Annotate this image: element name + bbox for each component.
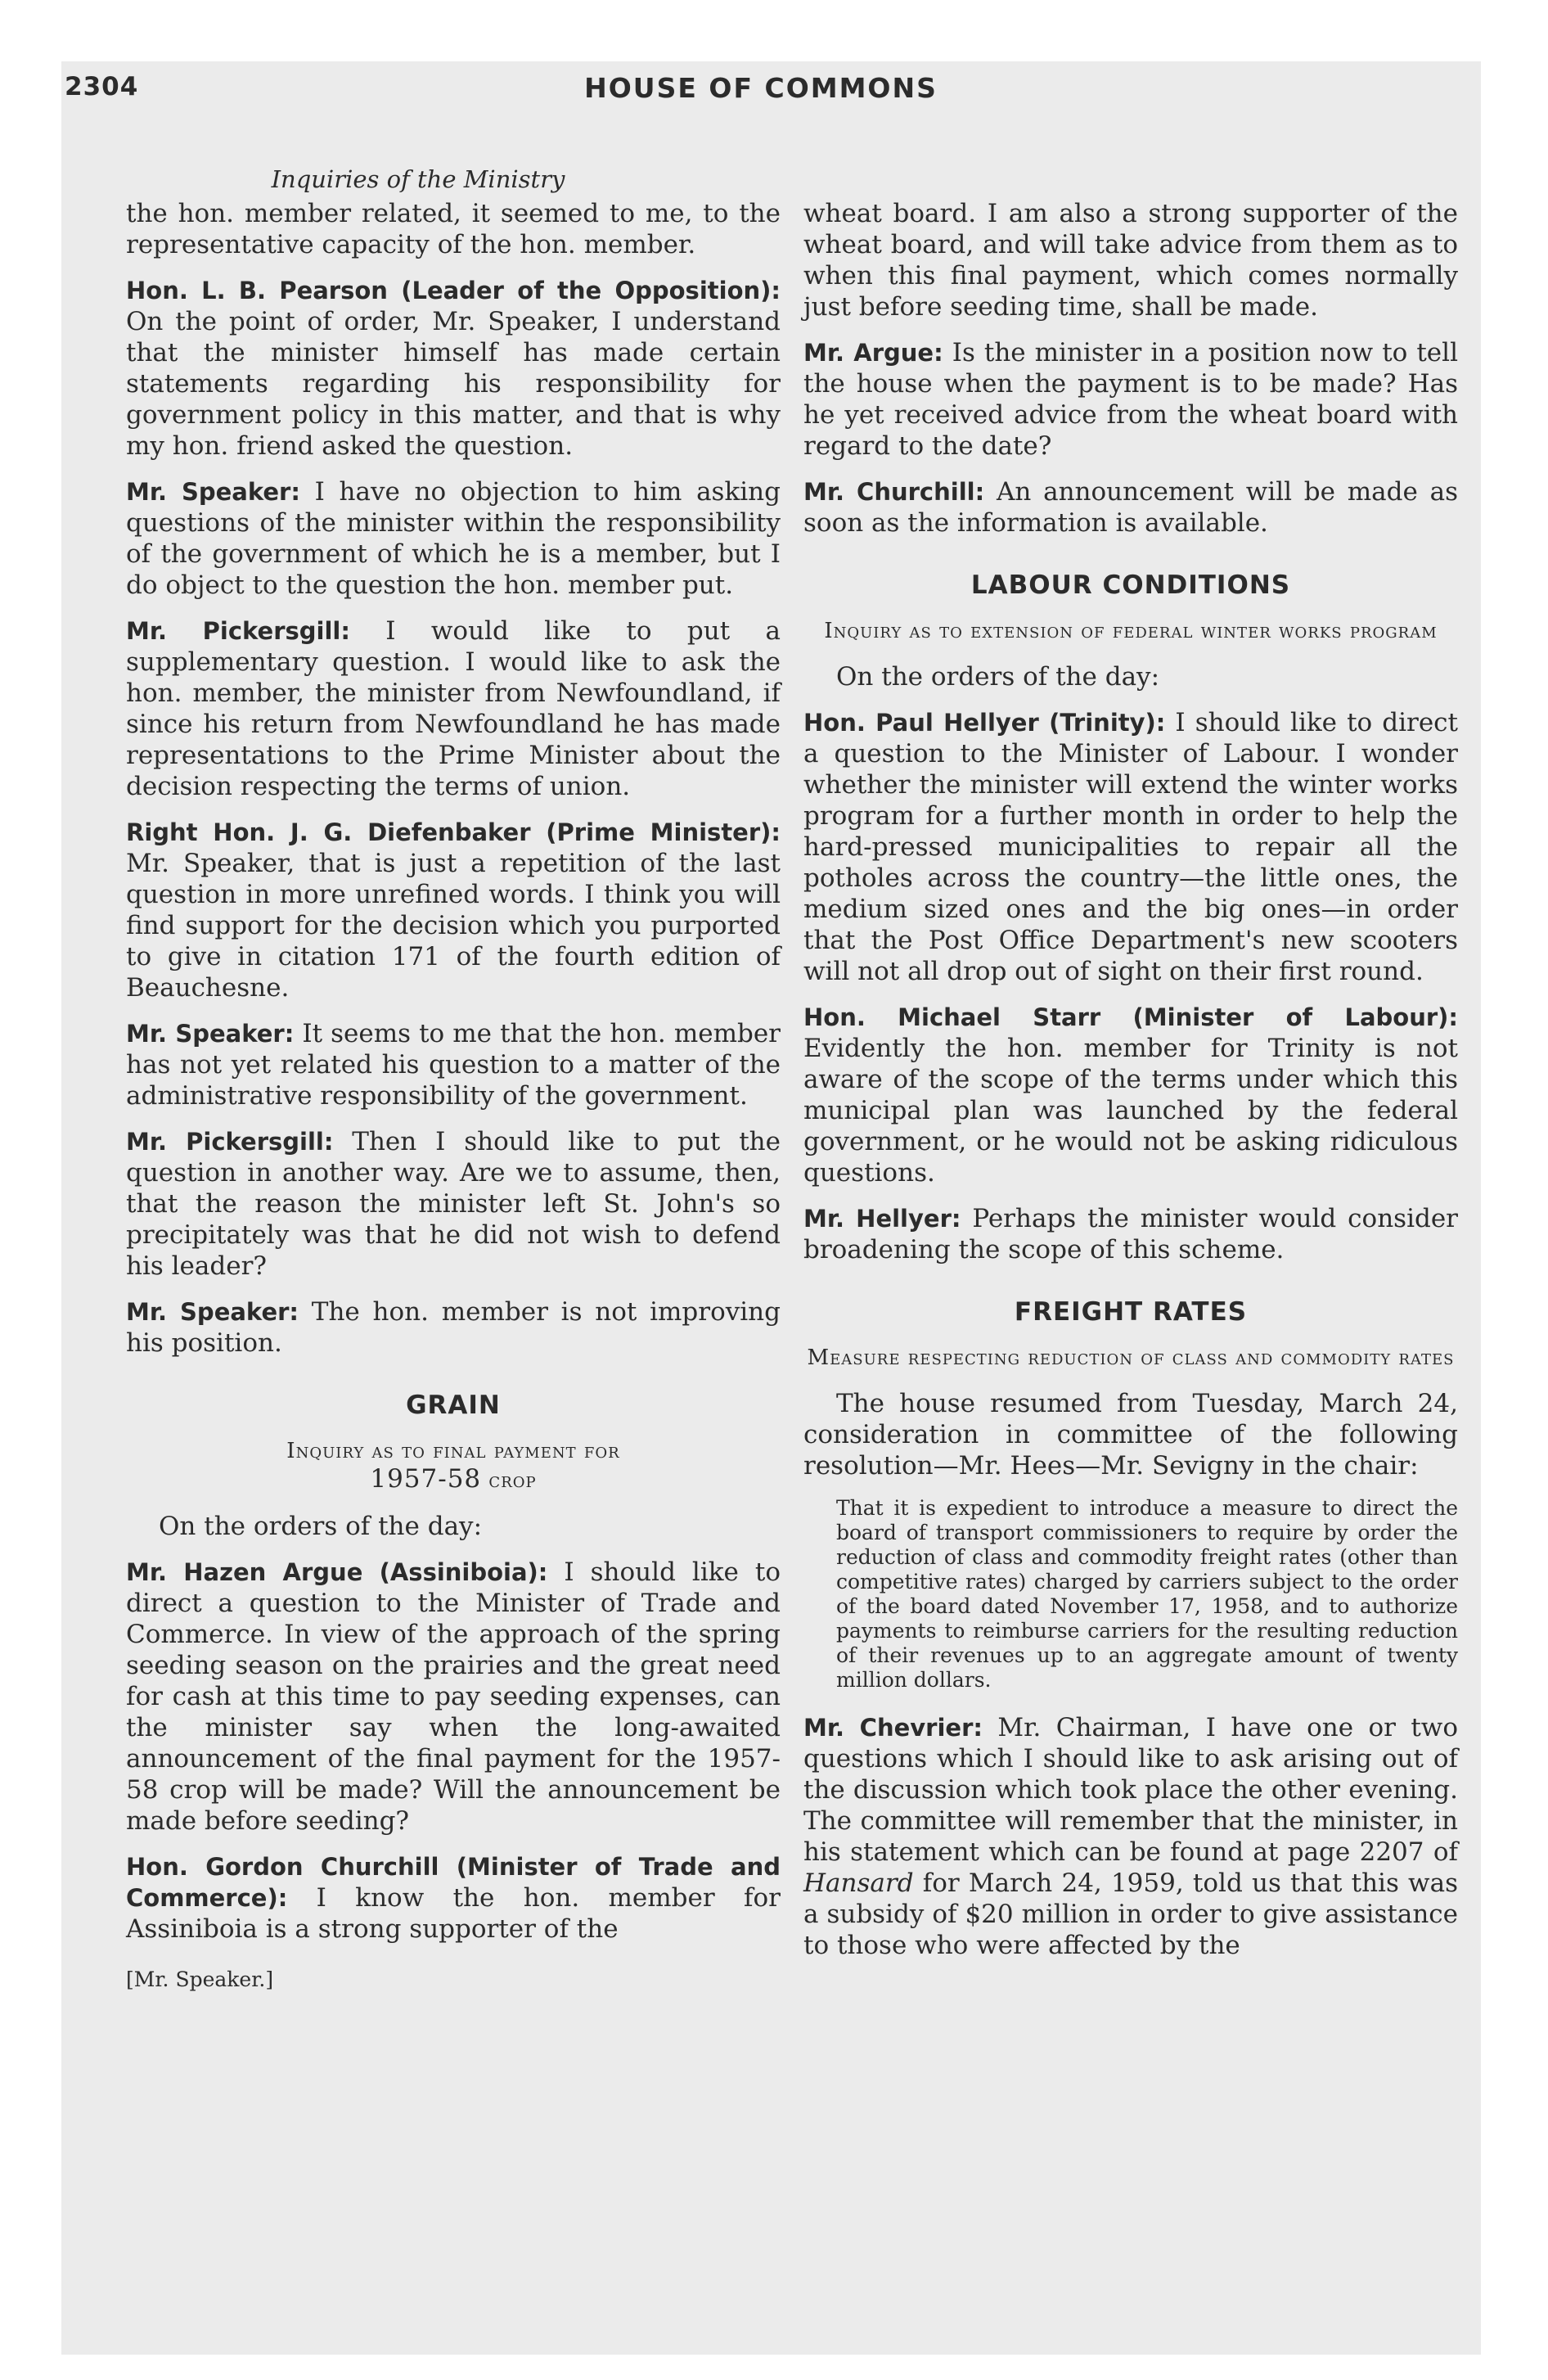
speaker-name: Hon. L. B. Pearson (Leader of the Opposition):: [126, 277, 781, 304]
paragraph: [803, 707, 1458, 987]
speech-text: for March 24, 1959, told us that this was a subsidy of $20 million in order to give assistance to those who were affected by the: [803, 1868, 1458, 1960]
speech-text: An announcement will be made as soon as the information is available.: [803, 477, 1459, 538]
orders-of-day: On the orders of the day:: [836, 662, 1160, 692]
paragraph: [126, 1557, 781, 1837]
paragraph: [126, 1851, 781, 1945]
subheading-line: Inquiry as to final payment for: [286, 1439, 620, 1463]
section-subheading: Inquiry as to extension of federal winter works program: [824, 619, 1438, 643]
right-column: [803, 198, 1458, 1976]
publication-title: Hansard: [803, 1868, 914, 1898]
speech-text: On the point of order, Mr. Speaker, I understand that the minister himself has made certain statements regarding his responsibility for government policy in this matter, and that is why my hon. friend asked the question.: [126, 307, 781, 461]
page-header: [65, 72, 1457, 113]
paragraph: [803, 337, 1458, 462]
paragraph: [803, 1203, 1458, 1265]
paragraph: wheat board. I am also a strong supporter of the wheat board, and will take advice from them as to when this final payment, which comes normally just before seeding time, shall be made.: [803, 199, 1458, 322]
speech-text: Then I should like to put the question in another way. Are we to assume, then, that the reason the minister left St. John's so precipitately was that he did not wish to defend his leader?: [126, 1127, 781, 1281]
speech-text: I should like to direct a question to the Minister of Trade and Commerce. In view of the approach of the spring seeding season on the prairies and the great need for cash at this time to pay seeding expenses, can the minister say when the long-awaited announcement of the final payment for the 1957-58 crop will be made? Will the announcement be made before seeding?: [126, 1557, 781, 1836]
paragraph: [126, 1296, 781, 1359]
resolution-quote: That it is expedient to introduce a measure to direct the board of transport commissioners to require by order the reduction of class and commodity freight rates (other than competitive rates) charged by carriers subject to the order of the board dated November 17, 1958, and to authorize payments to reimburse carriers for the resulting reduction of their revenues up to an aggregate amount of twenty million dollars.: [836, 1496, 1458, 1692]
paragraph: [126, 275, 781, 462]
paragraph: The house resumed from Tuesday, March 24, consideration in committee of the following resolution—Mr. Hees—Mr. Sevigny in the chair:: [803, 1389, 1458, 1481]
speech-text: Perhaps the minister would consider broadening the scope of this scheme.: [803, 1204, 1458, 1264]
speech-text: Mr. Chairman, I have one or two questions which I should like to ask arising out of the discussion which took place the other evening. The committee will remember that the minister, in his statement which can be found at page 2207 of: [803, 1713, 1459, 1867]
speaker-name: Right Hon. J. G. Diefenbaker (Prime Minister):: [126, 818, 781, 846]
crop-year: 1957-58: [370, 1464, 482, 1494]
speech-text: I have no objection to him asking questions of the minister within the responsibility of the government of which he is a member, but I do object to the question the hon. member put.: [126, 477, 781, 600]
speaker-name: Mr. Speaker:: [126, 1020, 295, 1048]
paragraph: [126, 615, 781, 802]
subheading-line: crop: [481, 1468, 537, 1493]
speech-text: I would like to put a supplementary question. I would like to ask the hon. member, the minister from Newfoundland, if since his return from Newfoundland he has made representations to the Prime Minister about the decision respecting the terms of union.: [126, 616, 781, 801]
section-subheading: Measure respecting reduction of class and commodity rates: [807, 1346, 1455, 1370]
speaker-name: Mr. Pickersgill:: [126, 1128, 334, 1156]
orders-of-day: On the orders of the day:: [159, 1512, 483, 1541]
speech-text: Is the minister in a position now to tell the house when the payment is to be made? Has he yet received advice from the wheat board with regard to the date?: [803, 338, 1458, 461]
paragraph: [126, 476, 781, 601]
speech-text: The hon. member is not improving his position.: [126, 1297, 781, 1358]
speaker-name: Mr. Pickersgill:: [126, 617, 350, 645]
speech-text: Mr. Speaker, that is just a repetition of the last question in more unrefined words. I think you will find support for the decision which you purported to give in citation 171 of the fourth edition of Beauchesne.: [126, 849, 781, 1003]
paragraph: the hon. member related, it seemed to me, to the representative capacity of the hon. member.: [126, 199, 781, 259]
speaker-name: Mr. Argue:: [803, 339, 943, 367]
speech-text: I know the hon. member for Assiniboia is a strong supporter of the: [126, 1883, 781, 1944]
speaker-name: Mr. Churchill:: [803, 478, 985, 506]
left-column: [126, 198, 781, 1995]
section-heading-grain: GRAIN: [406, 1391, 501, 1420]
page-title: HOUSE OF COMMONS: [584, 72, 938, 104]
paragraph: [126, 1018, 781, 1111]
paragraph: [803, 1002, 1458, 1188]
speaker-name: Mr. Speaker:: [126, 1298, 299, 1326]
speaker-name: Hon. Paul Hellyer (Trinity):: [803, 709, 1166, 737]
section-heading-labour: LABOUR CONDITIONS: [970, 570, 1291, 600]
section-heading-freight: FREIGHT RATES: [1014, 1297, 1248, 1327]
paragraph: [803, 1712, 1458, 1961]
speaker-name: Mr. Speaker:: [126, 478, 300, 506]
paragraph: [803, 476, 1458, 539]
page-number: 2304: [65, 72, 139, 101]
speaker-name: Mr. Hellyer:: [803, 1205, 961, 1233]
section-subtitle: Inquiries of the Ministry: [271, 165, 565, 193]
speaker-name: Mr. Hazen Argue (Assiniboia):: [126, 1558, 548, 1586]
footer-note: [Mr. Speaker.]: [126, 1968, 274, 1991]
speech-text: It seems to me that the hon. member has not yet related his question to a matter of the administrative responsibility of the government.: [126, 1019, 781, 1111]
speech-text: I should like to direct a question to the Minister of Labour. I wonder whether the minister will extend the winter works program for a further month in order to help the hard-pressed municipalities to repair all the potholes across the country—the little ones, the medium sized ones and the big ones—in order that the Post Office Department's new scooters will not all drop out of sight on their first round.: [803, 708, 1458, 986]
speech-text: Evidently the hon. member for Trinity is not aware of the scope of the terms under which this municipal plan was launched by the federal government, or he would not be asking ridiculous questions.: [803, 1034, 1458, 1188]
speaker-name: Hon. Gordon Churchill (Minister of Trade and Commerce):: [126, 1853, 781, 1912]
paragraph: [126, 1126, 781, 1282]
section-subheading: [126, 1437, 781, 1494]
paragraph: [126, 817, 781, 1003]
speaker-name: Mr. Chevrier:: [803, 1714, 983, 1742]
speaker-name: Hon. Michael Starr (Minister of Labour):: [803, 1003, 1458, 1031]
